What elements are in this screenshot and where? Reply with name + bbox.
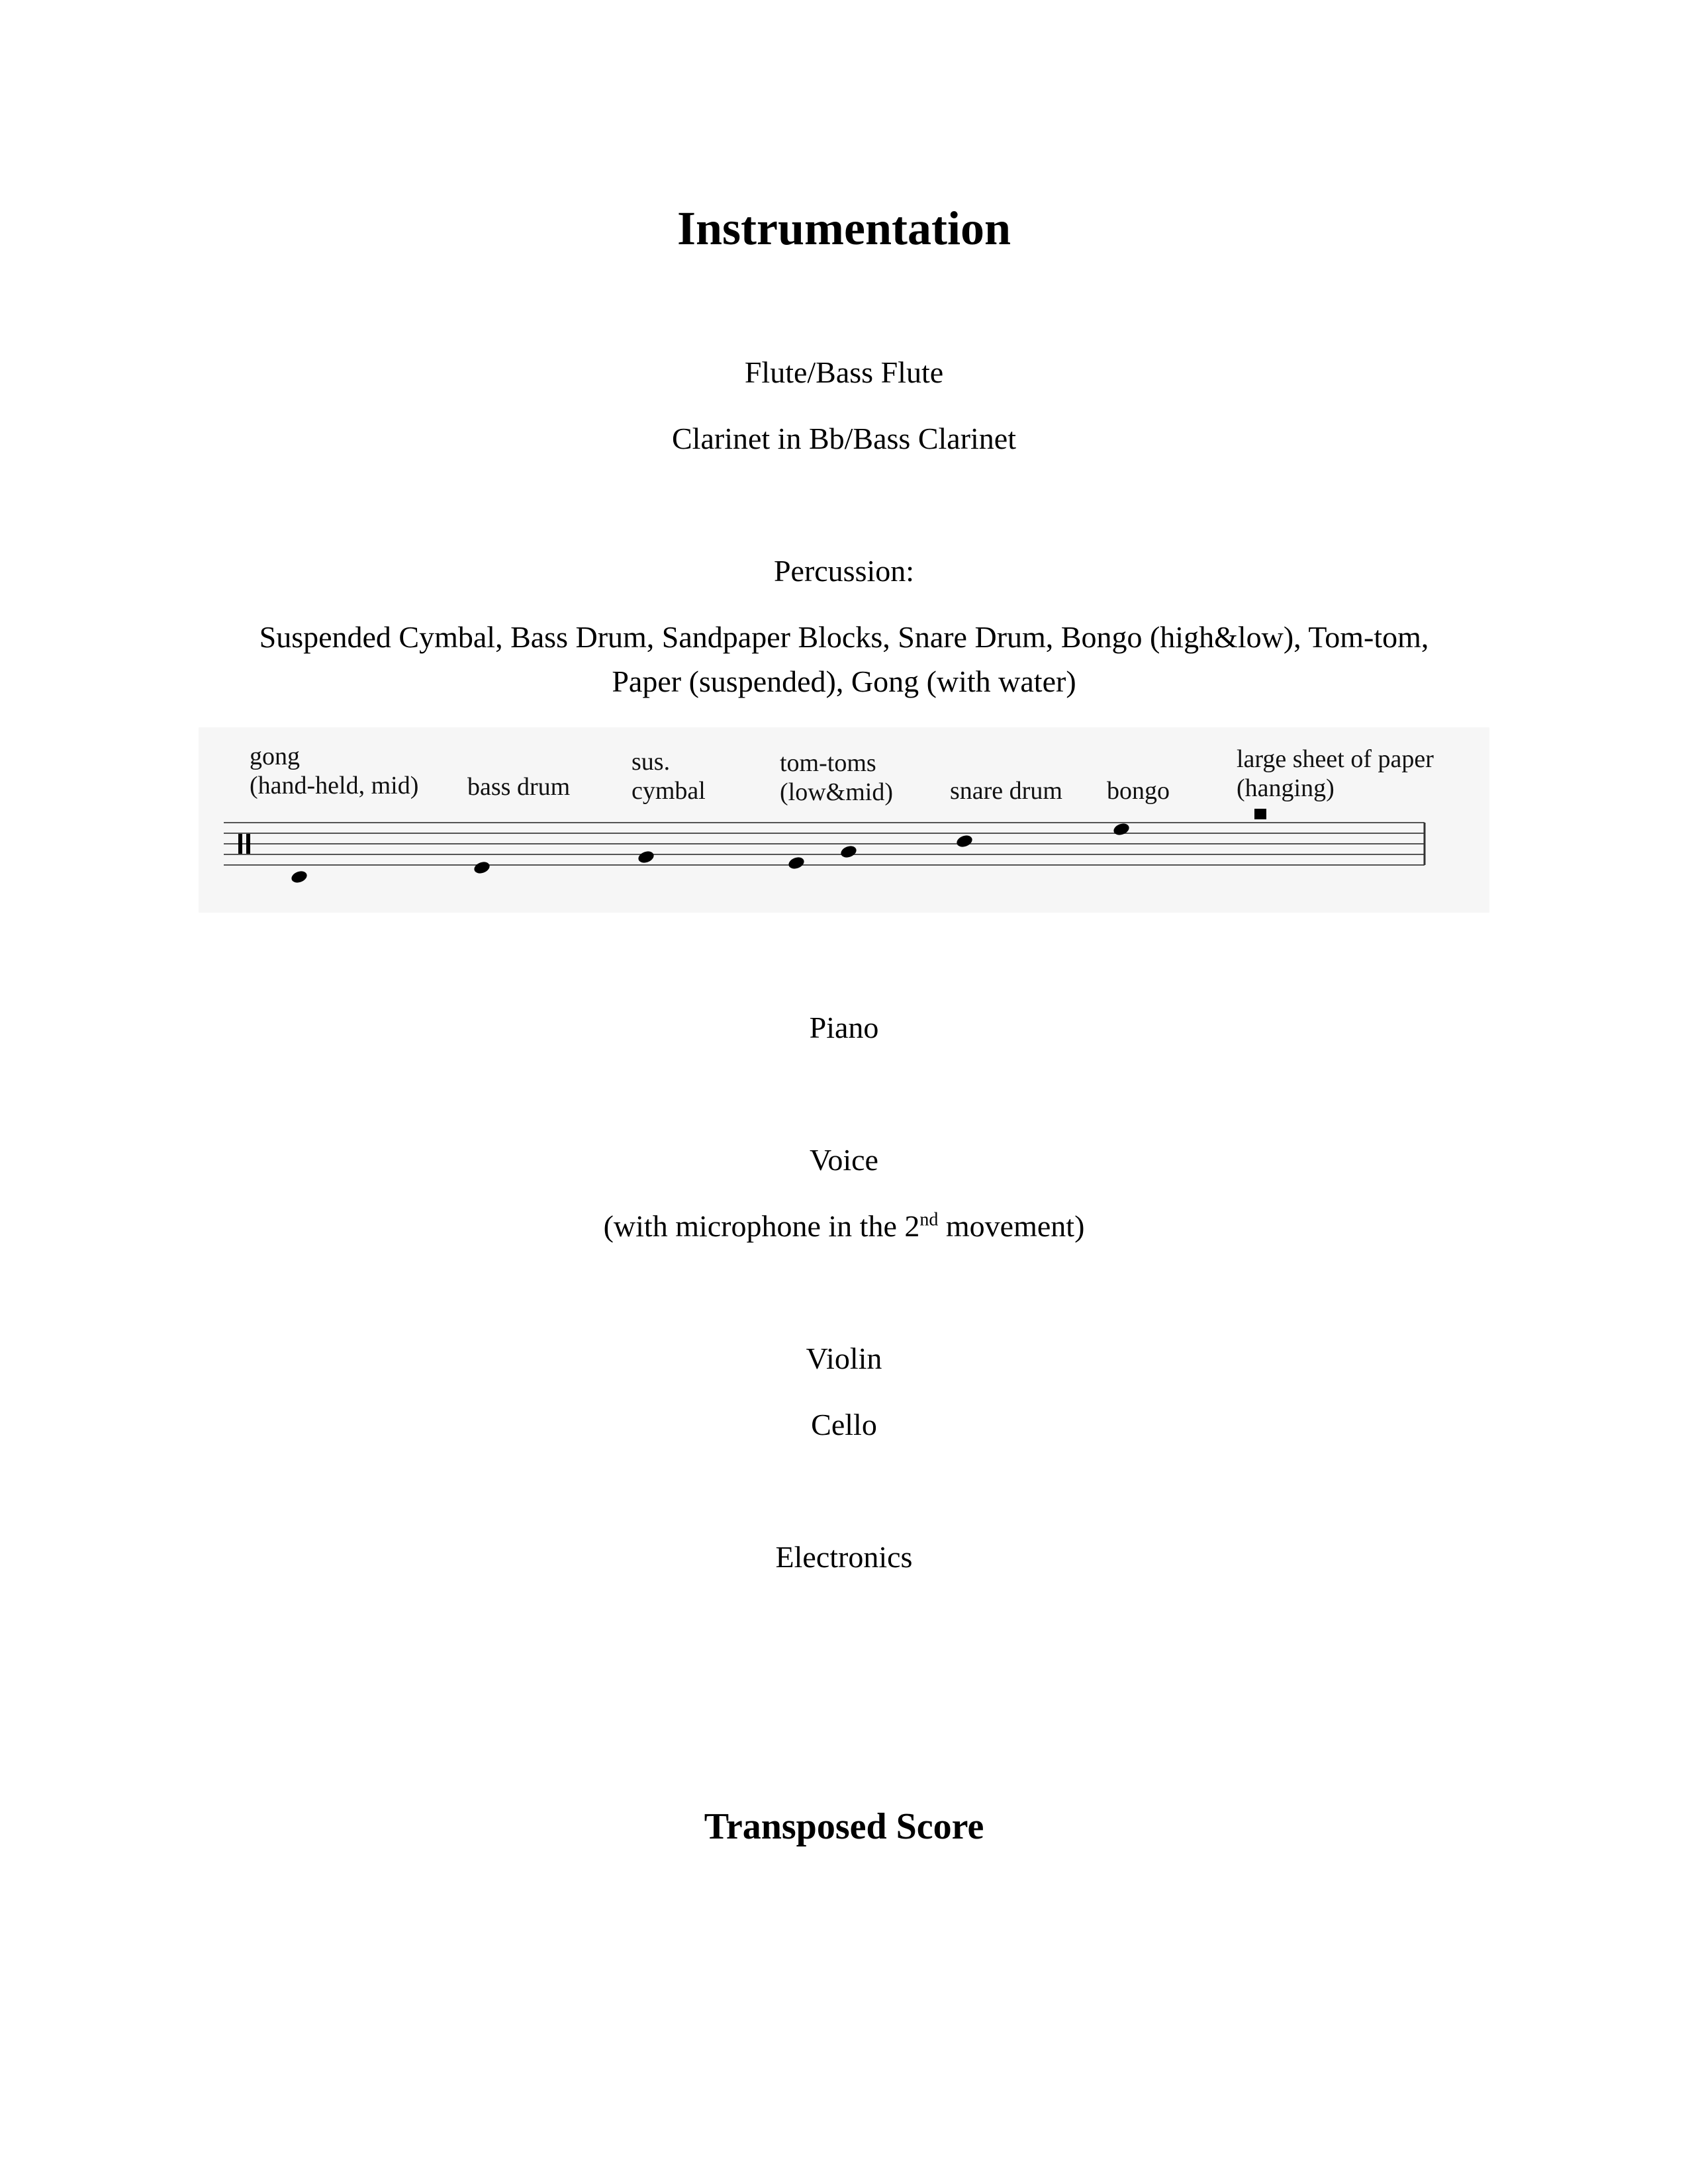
- snare-notehead: [955, 833, 974, 848]
- voice-note-pre: (with microphone in the 2: [603, 1209, 920, 1243]
- instrument-clarinet: Clarinet in Bb/Bass Clarinet: [672, 422, 1016, 455]
- cymbal-notehead: [637, 849, 655, 864]
- label-cymbal-2: cymbal: [632, 777, 706, 805]
- bongo-notehead: [1112, 821, 1131, 837]
- label-bongo: bongo: [1107, 777, 1170, 805]
- instrument-piano: Piano: [809, 1011, 879, 1044]
- instrument-violin: Violin: [806, 1342, 882, 1375]
- instrument-electronics: Electronics: [775, 1540, 913, 1574]
- tom-low-notehead: [787, 855, 806, 870]
- percussion-heading: Percussion:: [773, 554, 915, 588]
- percussion-list-line2: Paper (suspended), Gong (with water): [612, 664, 1076, 698]
- label-gong-1: gong: [250, 743, 300, 770]
- percussion-notation-legend: [199, 727, 1489, 913]
- tom-mid-notehead: [839, 844, 858, 859]
- instrument-voice: Voice: [810, 1143, 878, 1177]
- voice-note-post: movement): [938, 1209, 1085, 1243]
- percussion-staff-figure: [199, 727, 1489, 913]
- instrument-cello: Cello: [811, 1408, 877, 1441]
- label-gong-2: (hand-held, mid): [250, 772, 419, 799]
- label-paper-1: large sheet of paper: [1237, 745, 1434, 773]
- instrument-flute: Flute/Bass Flute: [744, 355, 944, 389]
- label-paper-2: (hanging): [1237, 774, 1335, 802]
- bass-drum-notehead: [473, 860, 491, 875]
- percussion-list-line1: Suspended Cymbal, Bass Drum, Sandpaper Blocks, Snare Drum, Bongo (high&low), Tom-tom,: [259, 620, 1429, 654]
- label-toms-1: tom-toms: [780, 749, 876, 777]
- voice-note-sup: nd: [919, 1209, 939, 1230]
- label-snare: snare drum: [950, 777, 1062, 805]
- staff-lines: [224, 823, 1425, 865]
- label-bass-drum: bass drum: [467, 773, 571, 801]
- gong-notehead: [290, 869, 308, 884]
- transposed-score-heading: Transposed Score: [704, 1806, 984, 1847]
- page-title: Instrumentation: [677, 202, 1011, 255]
- label-toms-2: (low&mid): [780, 778, 893, 806]
- voice-note: [0, 1206, 1688, 1246]
- label-cymbal-1: sus.: [632, 748, 671, 776]
- paper-square-notehead: [1254, 809, 1266, 819]
